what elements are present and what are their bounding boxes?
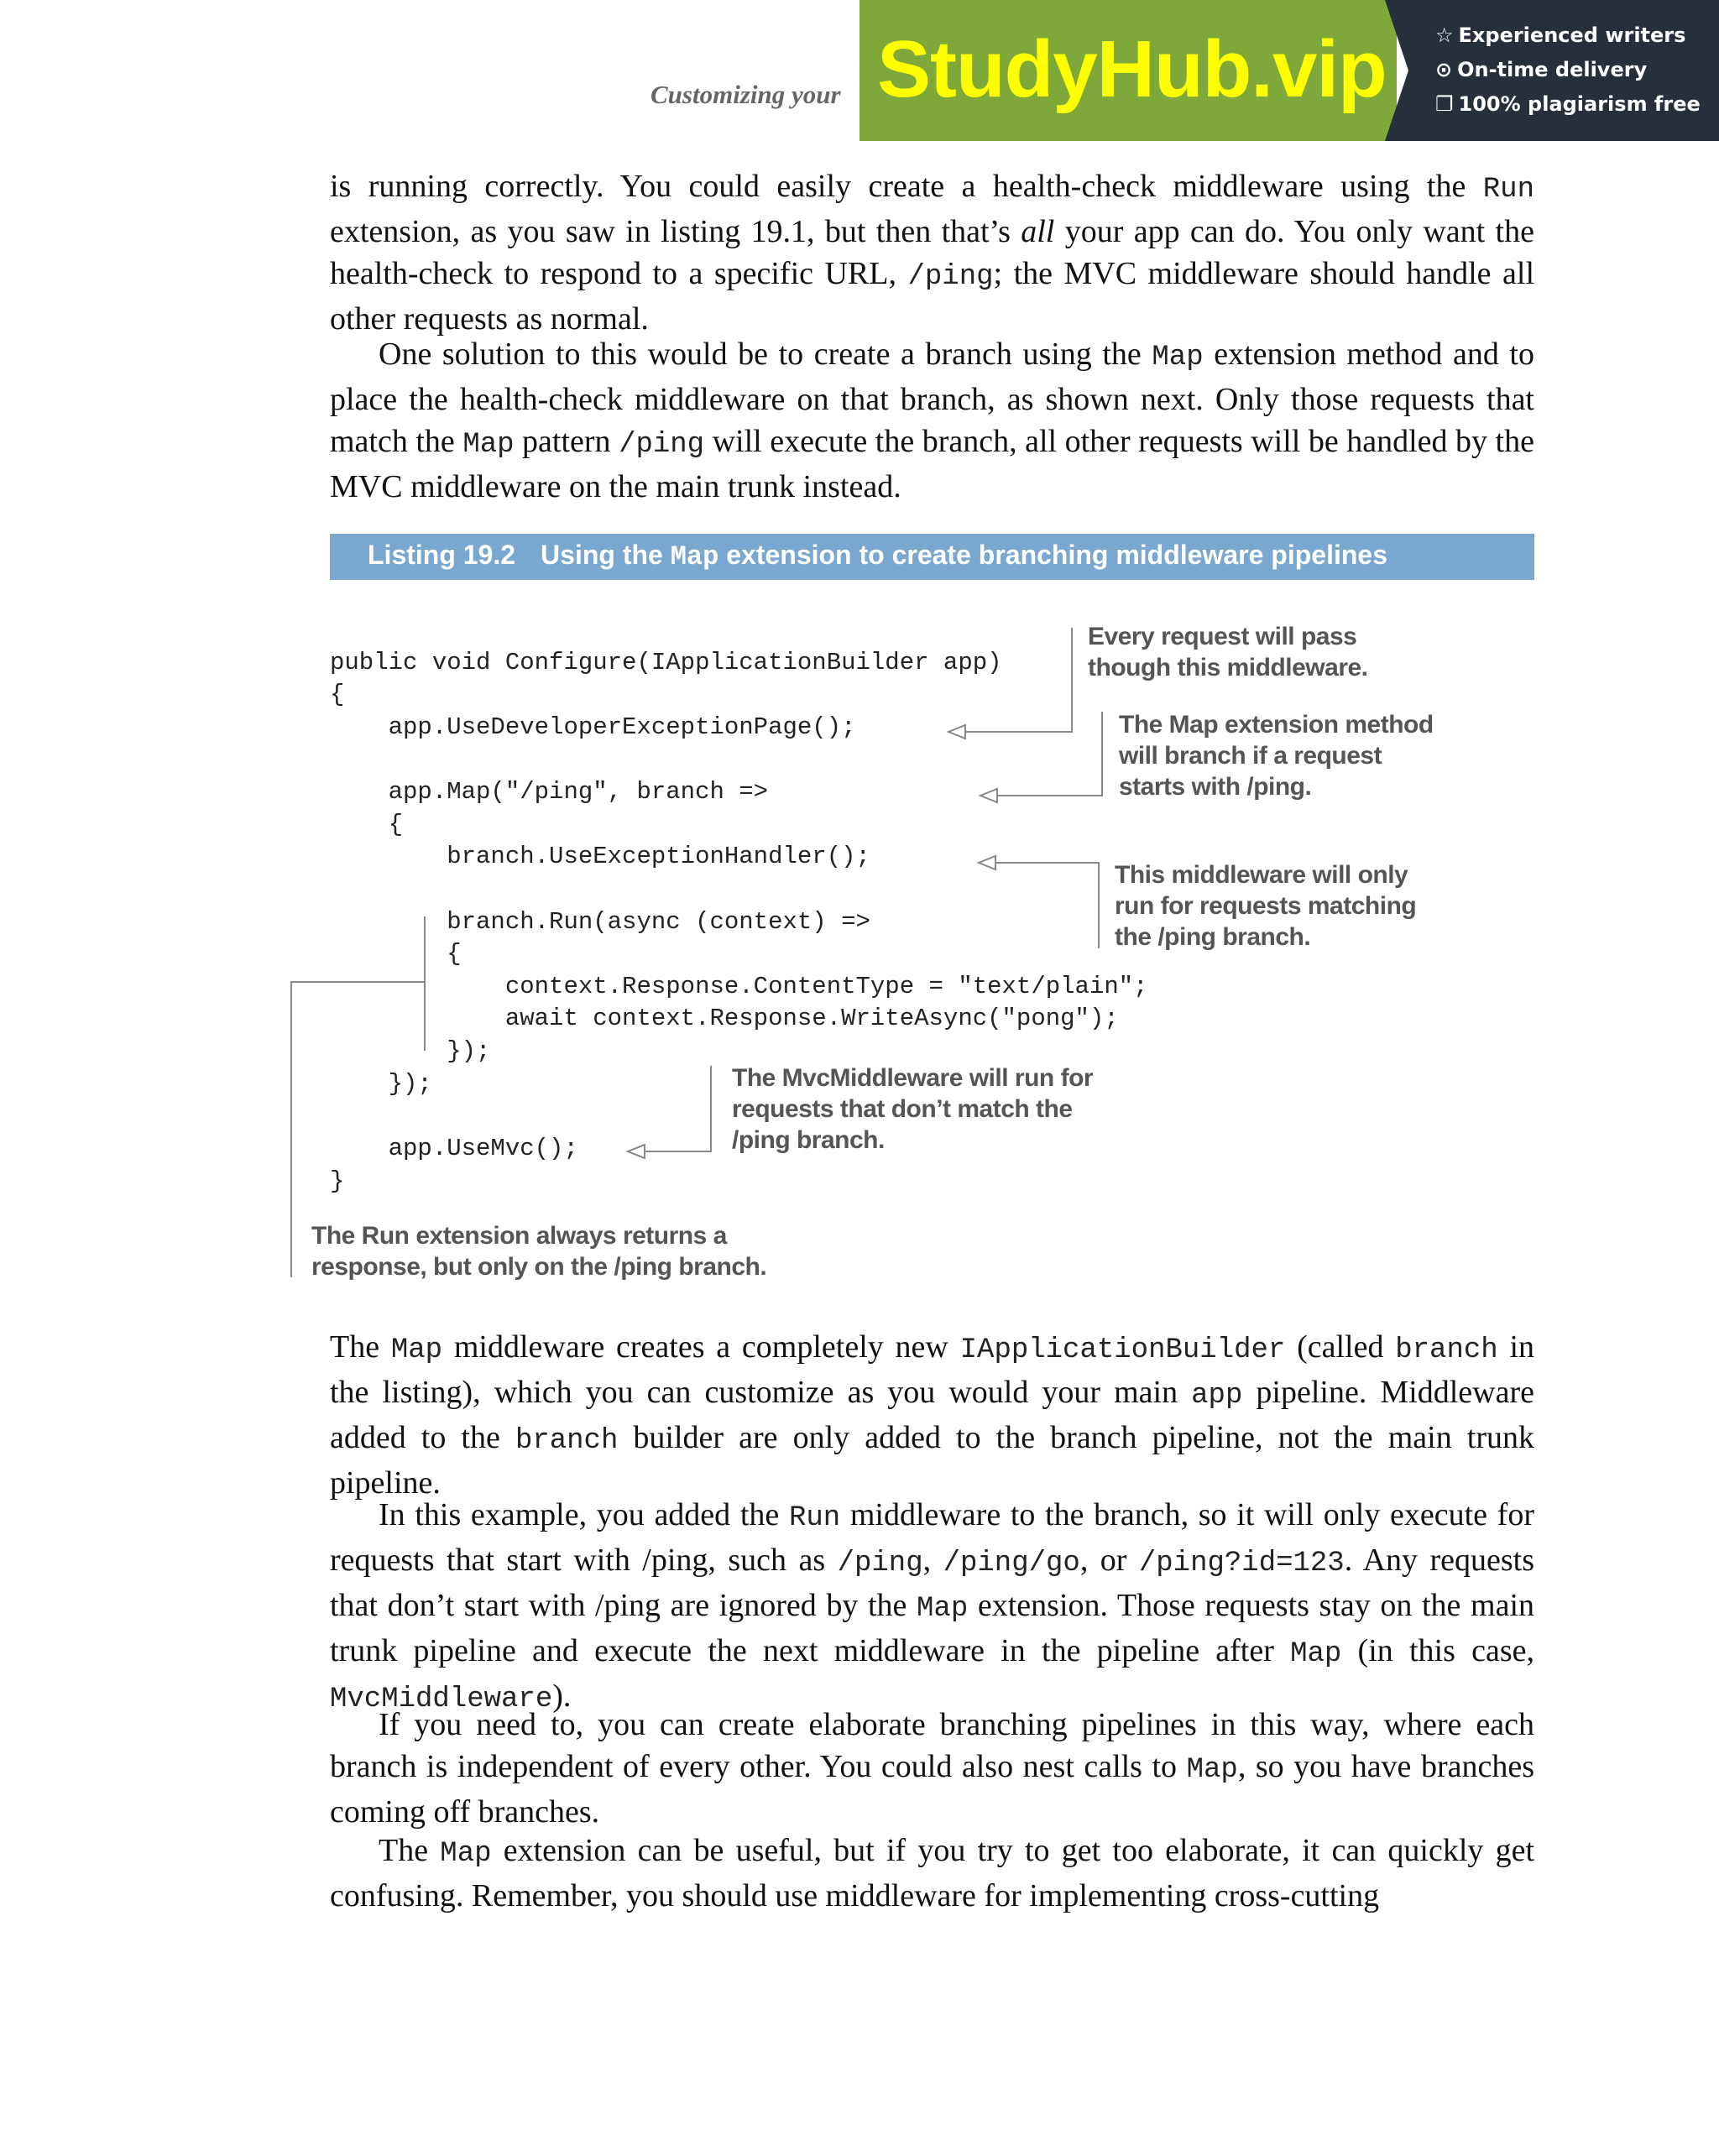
callout-line-mvc <box>645 1066 711 1151</box>
code-line: public void Configure(IApplicationBuilder app) <box>330 649 1002 676</box>
callout-line-every-request <box>965 628 1072 732</box>
callout-line-map-extension <box>997 712 1102 796</box>
callout-line-only-ping <box>995 863 1099 948</box>
callout-arrowhead <box>628 1145 645 1158</box>
callout-arrowhead <box>979 856 995 869</box>
code-line: await context.Response.WriteAsync("pong"); <box>330 1005 1119 1032</box>
code-line: branch.Run(async (context) => <box>330 908 870 936</box>
annotation-run-extension: The Run extension always returns a response, but only on the /ping branch. <box>311 1222 767 1281</box>
studyhub-logo[interactable]: StudyHub.vip <box>877 24 1387 114</box>
annotation-only-ping: This middleware will only run for requests matching the /ping branch. <box>1115 861 1417 951</box>
paragraph-intro-1: is running correctly. You could easily create a health-check middleware using the Run extension, as you saw in listing 19.1, but then that’s all your app can do. You only want the health-check to respond to a specific URL, /ping; the MVC middleware should handle all other requests as normal. <box>330 169 1535 337</box>
code-line: { <box>330 940 462 968</box>
callout-arrowhead <box>980 789 997 802</box>
code-line: { <box>330 681 345 708</box>
code-line: branch.UseExceptionHandler(); <box>330 843 870 870</box>
code-line: app.UseMvc(); <box>330 1135 578 1162</box>
paragraph-body-3: If you need to, you can create elaborate branching pipelines in this way, where each branch is independent of every other. You could also nest calls to Map, so you have branches coming off branches. <box>330 1707 1534 1830</box>
paragraph-body-4: The Map extension can be useful, but if you try to get too elaborate, it can quickly get confusing. Remember, you should use middleware for implementing cross-cutting <box>330 1833 1535 1913</box>
copy-icon: ❐ <box>1435 92 1454 116</box>
annotation-every-request: Every request will pass though this middleware. <box>1088 623 1368 681</box>
code-line: }); <box>330 1037 491 1065</box>
code-line: app.UseDeveloperExceptionPage(); <box>330 713 856 741</box>
listing-title: Listing 19.2 Using the Map extension to create branching middleware pipelines <box>368 540 1387 572</box>
code-line: { <box>330 811 404 838</box>
code-line: }); <box>330 1070 432 1098</box>
clock-icon: ⊙ <box>1435 58 1453 81</box>
code-line: app.Map("/ping", branch => <box>330 778 769 806</box>
paragraph-intro-2: One solution to this would be to create a branch using the Map extension method and to place the health-check middleware on that branch, as shown next. Only those requests that match the Map pattern /ping will execute the branch, all other requests will be handled by the MVC middleware on the main trunk instead. <box>330 337 1534 504</box>
banner-feature-plagiarism: ❐ 100% plagiarism free <box>1435 92 1701 116</box>
running-head: Customizing your <box>651 80 841 109</box>
paragraph-body-2: In this example, you added the Run middleware to the branch, so it will only execute for requests that start with /ping, such as /ping, /ping/go, or /ping?id=123. Any requests that don’t start with /ping are ignored by the Map extension. Those requests stay on the main trunk pipeline and execute the next middleware in the pipeline after Map (in this case, MvcMiddleware). <box>330 1497 1535 1715</box>
code-line: } <box>330 1167 345 1195</box>
annotation-mvc-middleware: The MvcMiddleware will run for requests that don’t match the /ping branch. <box>732 1064 1094 1154</box>
paragraph-body-1: The Map middleware creates a completely new IApplicationBuilder (called branch in the listing), which you can customize as you would your main app pipeline. Middleware added to the branch builder are only added to the branch pipeline, not the main trunk pipeline. <box>330 1329 1535 1501</box>
annotation-map-extension: The Map extension method will branch if a request starts with /ping. <box>1119 711 1434 801</box>
star-icon: ☆ <box>1435 23 1454 47</box>
code-line: context.Response.ContentType = "text/plain"; <box>330 973 1148 1000</box>
banner-feature-delivery: ⊙ On-time delivery <box>1435 58 1648 81</box>
callout-arrowhead <box>948 725 965 739</box>
banner-feature-writers: ☆ Experienced writers <box>1435 23 1686 47</box>
